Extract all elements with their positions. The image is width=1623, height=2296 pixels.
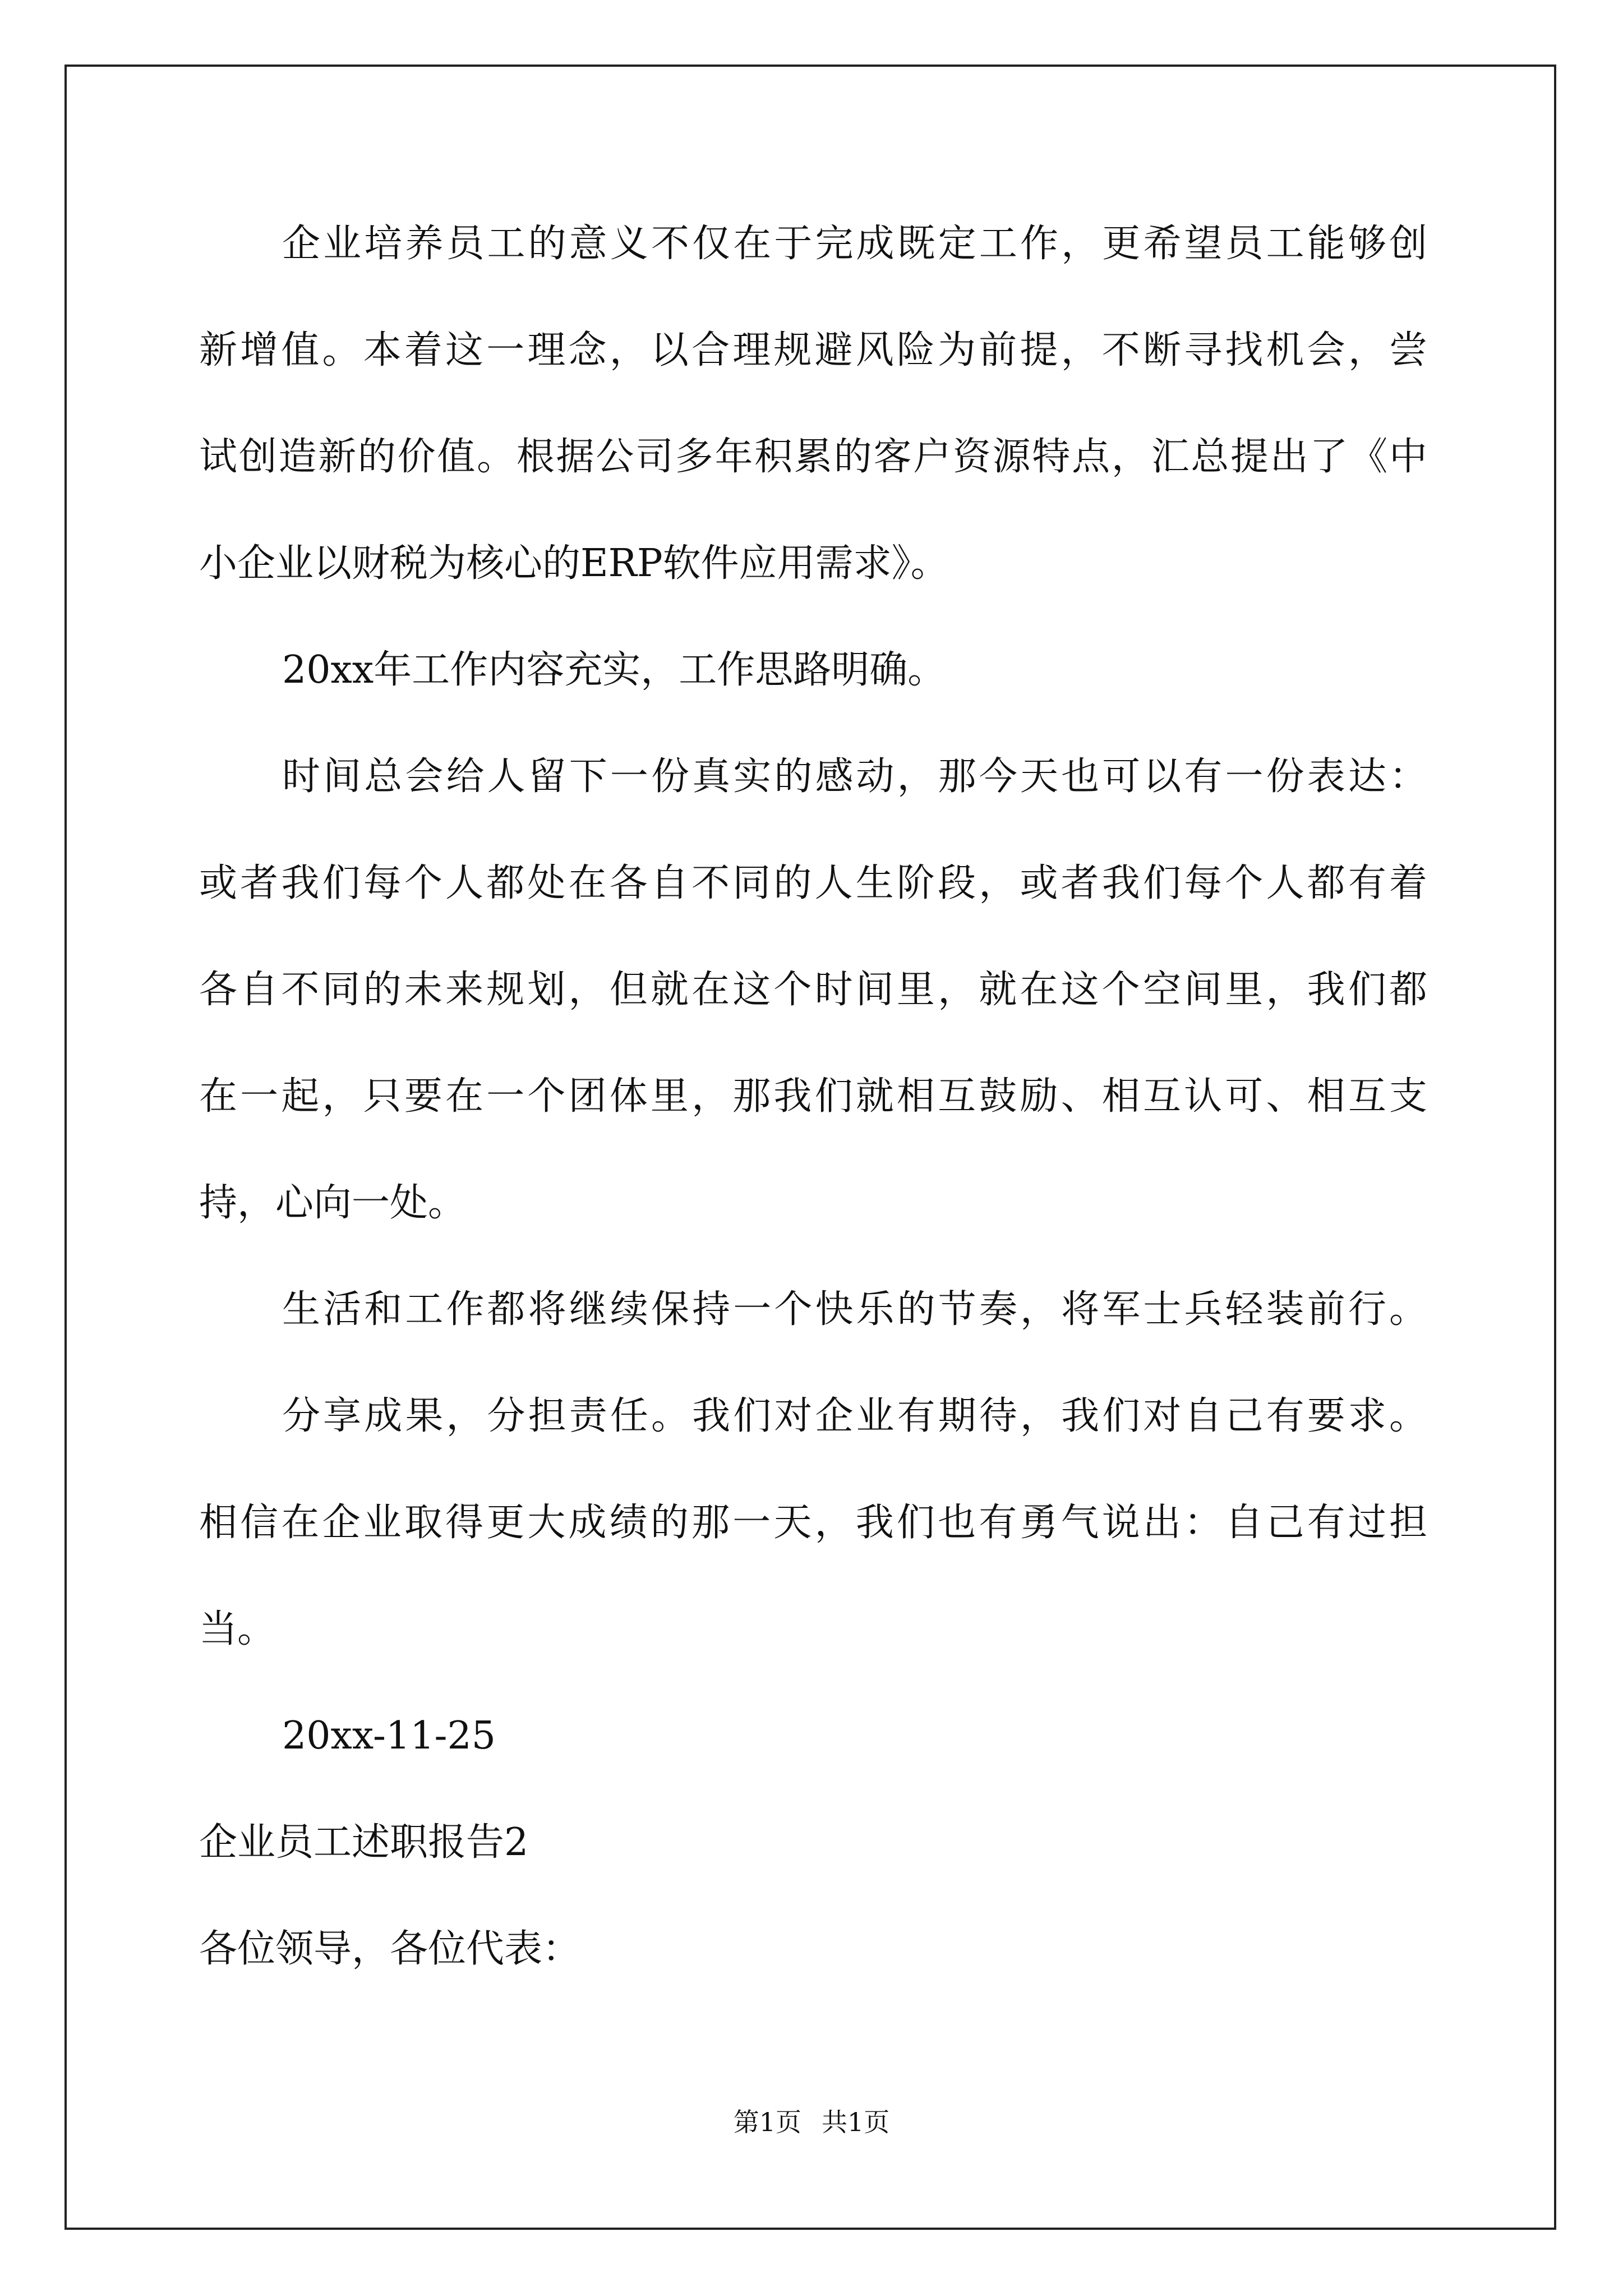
paragraph-line: 小企业以财税为核心的ERP软件应用需求》。 bbox=[199, 541, 949, 586]
report-title: 企业员工述职报告2 bbox=[199, 1820, 529, 1865]
page-border bbox=[64, 65, 1556, 2230]
paragraph-line: 相信在企业取得更大成绩的那一天，我们也有勇气说出：自己有过担 bbox=[199, 1501, 1427, 1545]
paragraph-line: 试创造新的价值。根据公司多年积累的客户资源特点，汇总提出了《中 bbox=[199, 435, 1427, 479]
paragraph-line: 持，心向一处。 bbox=[199, 1181, 467, 1225]
page-footer bbox=[0, 2105, 1623, 2139]
salutation: 各位领导，各位代表： bbox=[199, 1927, 581, 1971]
page-total: 共1页 bbox=[822, 2107, 890, 2137]
paragraph-line: 当。 bbox=[199, 1607, 276, 1651]
paragraph-line: 时间总会给人留下一份真实的感动，那今天也可以有一份表达： bbox=[282, 754, 1427, 799]
paragraph-line: 各自不同的未来规划，但就在这个时间里，就在这个空间里，我们都 bbox=[199, 968, 1427, 1012]
paragraph-line: 20xx年工作内容充实，工作思路明确。 bbox=[282, 648, 946, 692]
date-line: 20xx-11-25 bbox=[282, 1714, 496, 1758]
paragraph-line: 或者我们每个人都处在各自不同的人生阶段，或者我们每个人都有着 bbox=[199, 861, 1427, 905]
paragraph-line: 在一起，只要在一个团体里，那我们就相互鼓励、相互认可、相互支 bbox=[199, 1074, 1427, 1119]
paragraph-line: 生活和工作都将继续保持一个快乐的节奏，将军士兵轻装前行。 bbox=[282, 1287, 1427, 1332]
page-number: 第1页 bbox=[733, 2107, 801, 2137]
paragraph-line: 分享成果，分担责任。我们对企业有期待，我们对自己有要求。 bbox=[282, 1394, 1427, 1438]
paragraph-line: 新增值。本着这一理念，以合理规避风险为前提，不断寻找机会，尝 bbox=[199, 328, 1427, 372]
paragraph-line: 企业培养员工的意义不仅在于完成既定工作，更希望员工能够创 bbox=[282, 222, 1427, 266]
